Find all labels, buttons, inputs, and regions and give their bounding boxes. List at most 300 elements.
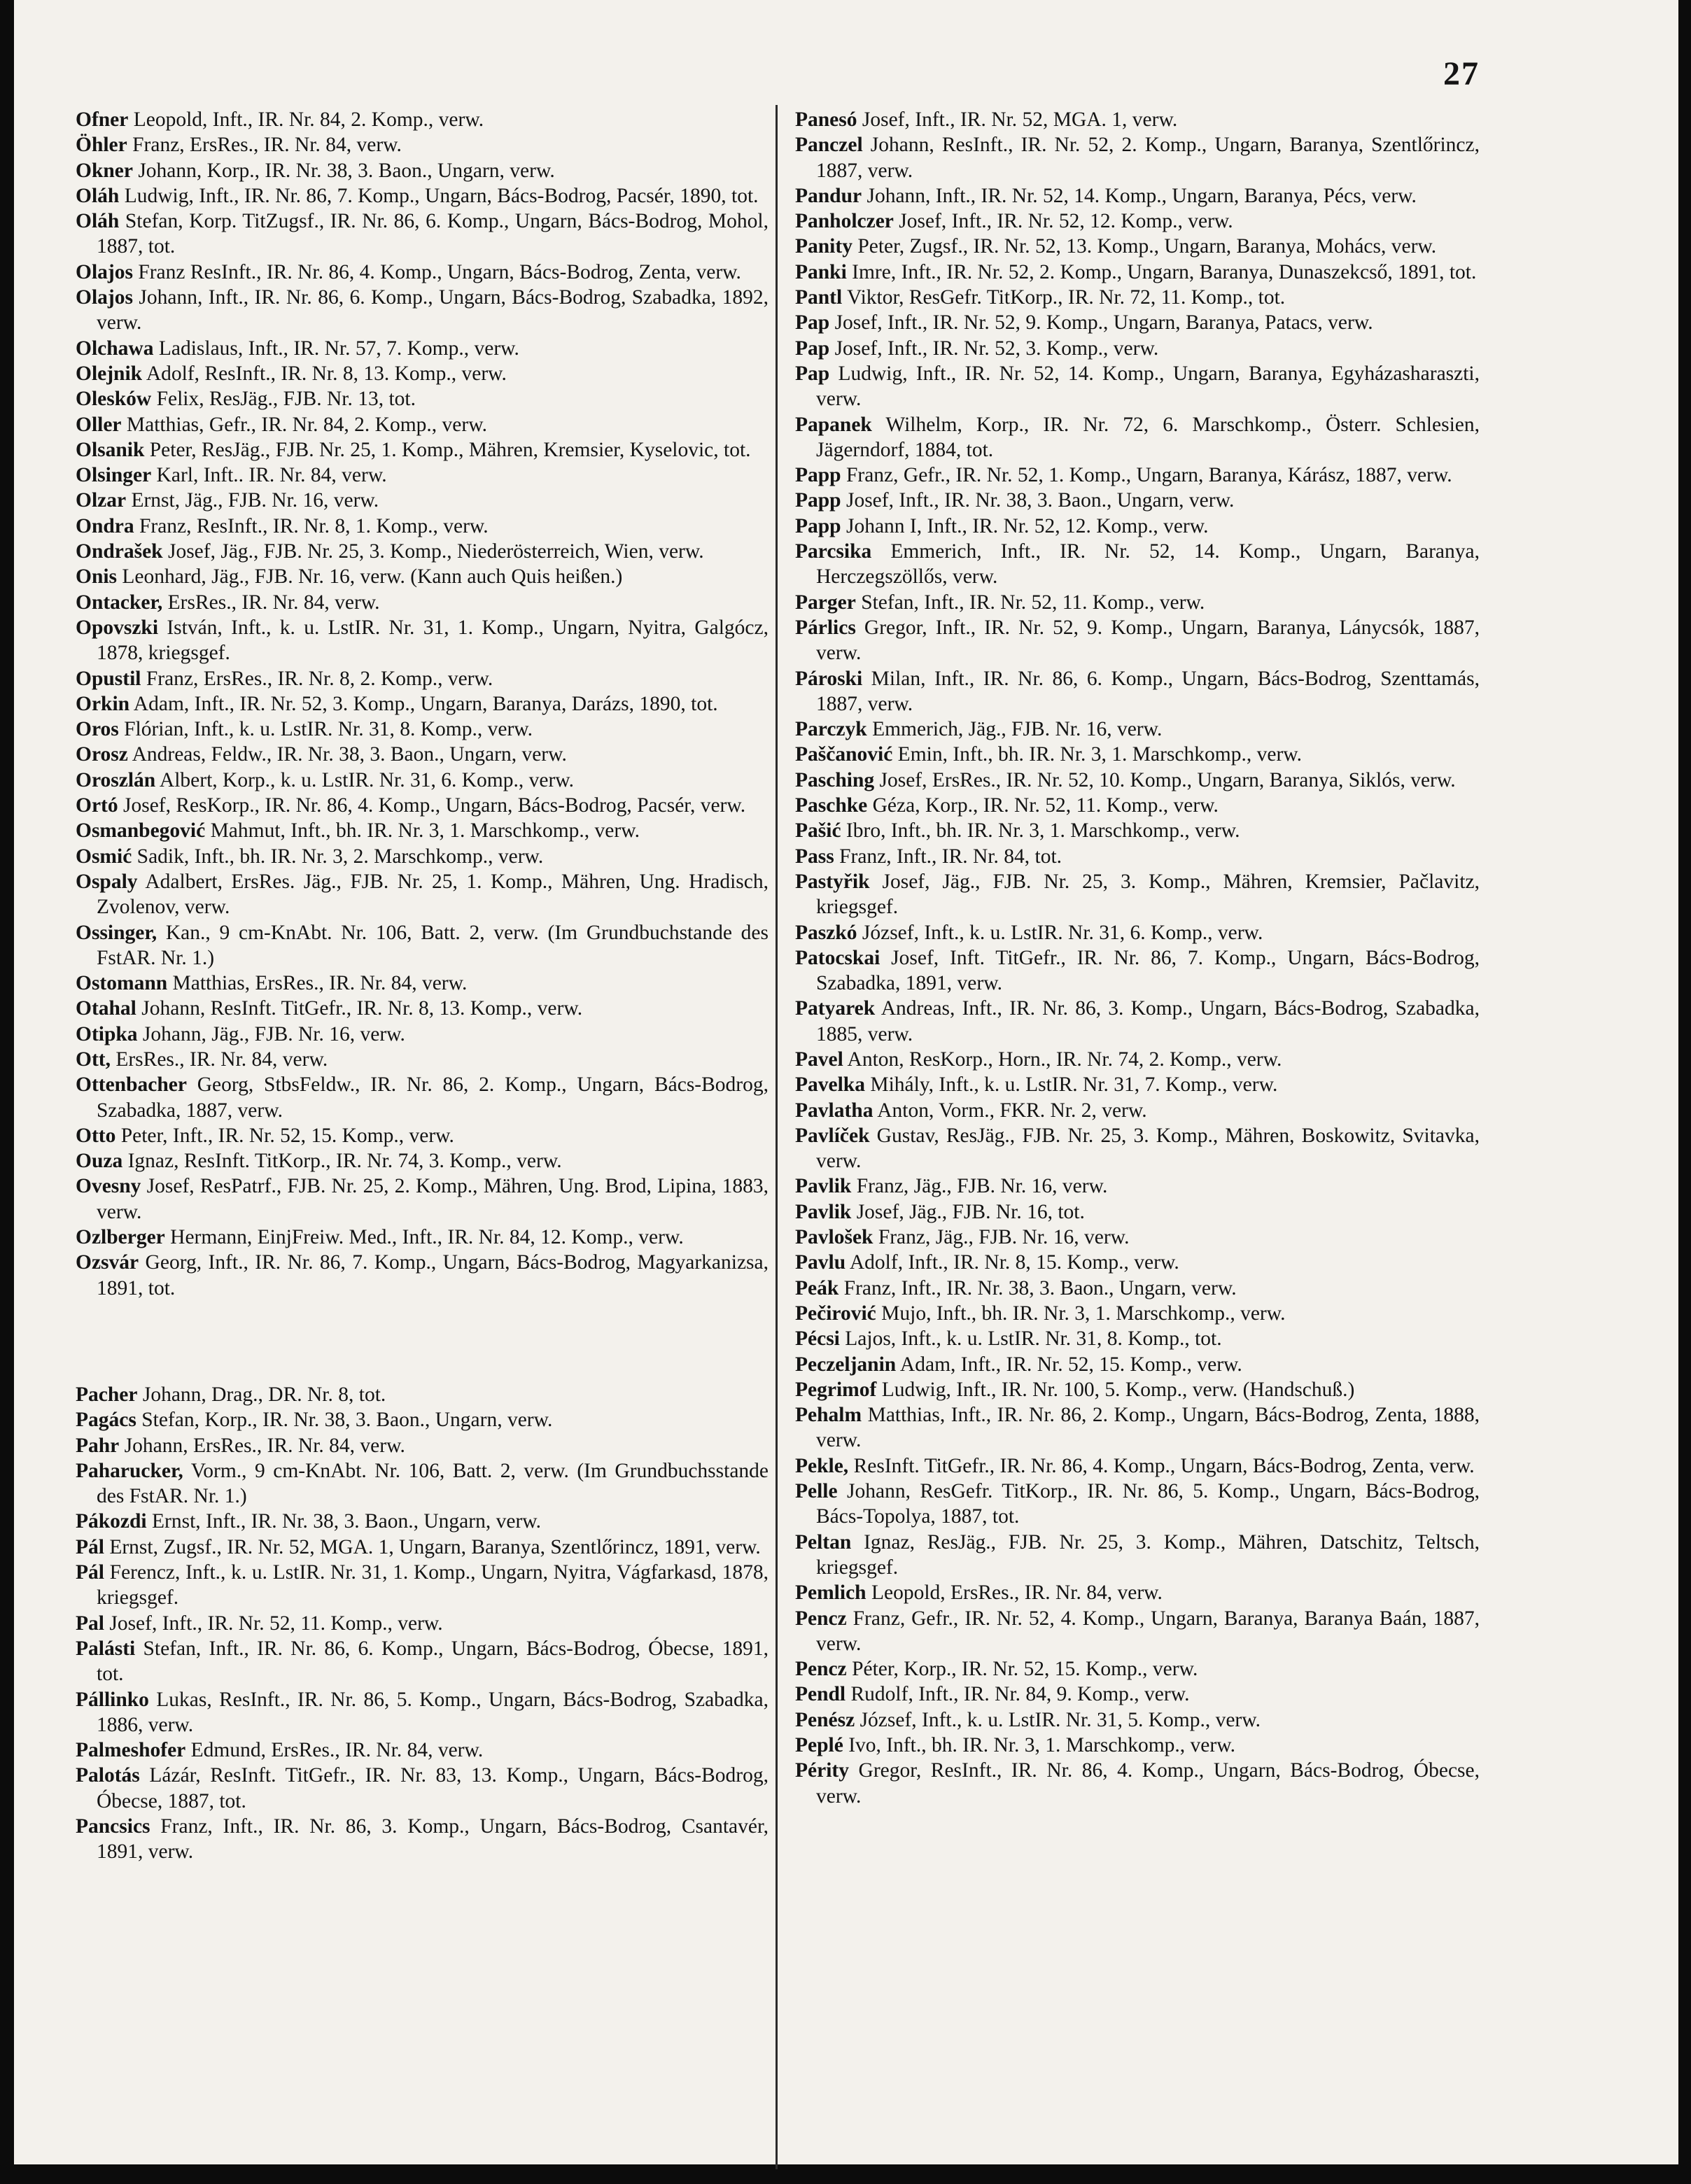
list-item <box>76 132 769 157</box>
entry-details: Lukas, ResInft., IR. Nr. 86, 5. Komp., Ungarn, Bács-Bodrog, Szabadka, 1886, verw. <box>97 1688 769 1736</box>
column-divider <box>776 105 778 2169</box>
entry-surname: Öhler <box>76 134 127 157</box>
entry-details: Gregor, Inft., IR. Nr. 52, 9. Komp., Ungarn, Baranya, Lánycsók, 1887, verw. <box>816 616 1480 665</box>
list-item <box>795 234 1480 259</box>
entry-surname: Ottenbacher <box>76 1073 187 1097</box>
entry-details: Josef, ResKorp., IR. Nr. 86, 4. Komp., Ungarn, Bács-Bodrog, Pacsér, verw. <box>118 794 746 817</box>
entry-list-p-continued <box>795 107 1480 1809</box>
list-item <box>795 1479 1480 1530</box>
entry-details: Lázár, ResInft. TitGefr., IR. Nr. 83, 13. Komp., Ungarn, Bács-Bodrog, Óbecse, 1887, tot. <box>97 1764 769 1812</box>
list-item <box>76 869 769 920</box>
list-item <box>795 1098 1480 1123</box>
entry-surname: Ozlberger <box>76 1226 165 1249</box>
entry-surname: Pál <box>76 1535 104 1558</box>
entry-details: Franz, ErsRes., IR. Nr. 84, verw. <box>127 134 402 157</box>
list-item <box>76 996 769 1021</box>
entry-details: Mahmut, Inft., bh. IR. Nr. 3, 1. Marschkomp., verw. <box>205 819 640 843</box>
entry-details: Milan, Inft., IR. Nr. 86, 6. Komp., Ungarn, Bács-Bodrog, Szenttamás, 1887, verw. <box>816 667 1480 715</box>
entry-surname: Otahal <box>76 997 136 1020</box>
entry-surname: Pap <box>795 311 830 334</box>
entry-surname: Papp <box>795 489 841 512</box>
entry-details: Emmerich, Jäg., FJB. Nr. 16, verw. <box>866 718 1163 741</box>
entry-details: Josef, Jäg., FJB. Nr. 16, tot. <box>851 1200 1085 1223</box>
entry-details: Josef, Jäg., FJB. Nr. 25, 3. Komp., Mähren, Kremsier, Pačlavitz, kriegsgef. <box>816 870 1480 919</box>
entry-details: Peter, Inft., IR. Nr. 52, 15. Komp., verw. <box>115 1124 454 1147</box>
list-item <box>795 336 1480 361</box>
list-item <box>76 971 769 996</box>
entry-details: Vorm., 9 cm-KnAbt. Nr. 106, Batt. 2, verw. (Im Grundbuchsstande des FstAR. Nr. 1.) <box>97 1459 769 1508</box>
entry-surname: Papanek <box>795 413 872 436</box>
entry-details: Ignaz, ResJäg., FJB. Nr. 25, 3. Komp., Mähren, Datschitz, Teltsch, kriegsgef. <box>816 1530 1480 1579</box>
page-number: 27 <box>1443 55 1480 92</box>
entry-details: József, Inft., k. u. LstIR. Nr. 31, 5. Komp., verw. <box>855 1708 1261 1731</box>
list-item <box>76 361 769 386</box>
entry-surname: Olejnik <box>76 362 143 385</box>
entry-surname: Peplé <box>795 1734 843 1756</box>
entry-details: Johann, Korp., IR. Nr. 38, 3. Baon., Ungarn, verw. <box>132 159 555 182</box>
entry-surname: Pekle, <box>795 1454 849 1477</box>
entry-details: Leopold, ErsRes., IR. Nr. 84, verw. <box>866 1581 1163 1605</box>
entry-surname: Pavlu <box>795 1251 846 1274</box>
entry-details: Peter, ResJäg., FJB. Nr. 25, 1. Komp., Mähren, Kremsier, Kyselovic, tot. <box>144 438 751 461</box>
entry-surname: Pavlatha <box>795 1099 873 1122</box>
entry-details: Adam, Inft., IR. Nr. 52, 15. Komp., verw. <box>896 1353 1242 1376</box>
entry-surname: Patocskai <box>795 946 880 969</box>
entry-details: Franz, ErsRes., IR. Nr. 8, 2. Komp., verw. <box>141 667 493 690</box>
entry-details: Johann, Inft., IR. Nr. 52, 14. Komp., Ungarn, Baranya, Pécs, verw. <box>862 184 1417 207</box>
entry-details: Adalbert, ErsRes. Jäg., FJB. Nr. 25, 1. Komp., Mähren, Ung. Hradisch, Zvolenov, verw. <box>97 870 769 919</box>
entry-surname: Peák <box>795 1276 839 1299</box>
entry-surname: Patyarek <box>795 997 876 1020</box>
list-item <box>795 768 1480 793</box>
entry-list-p <box>76 1382 769 1865</box>
entry-details: Péter, Korp., IR. Nr. 52, 15. Komp., verw. <box>846 1658 1198 1681</box>
list-item <box>795 1072 1480 1097</box>
entry-details: Ernst, Zugsf., IR. Nr. 52, MGA. 1, Ungarn, Baranya, Szentlőrincz, 1891, verw. <box>104 1535 761 1558</box>
entry-surname: Penész <box>795 1708 855 1731</box>
entry-details: ErsRes., IR. Nr. 84, verw. <box>110 1048 328 1071</box>
list-item <box>795 818 1480 843</box>
entry-details: József, Inft., k. u. LstIR. Nr. 31, 6. Komp., verw. <box>857 921 1263 944</box>
list-item <box>76 336 769 361</box>
list-item <box>76 514 769 539</box>
list-item <box>76 183 769 209</box>
entry-surname: Ondrašek <box>76 540 163 563</box>
entry-details: Leonhard, Jäg., FJB. Nr. 16, verw. (Kann auch Quis heißen.) <box>117 565 623 589</box>
list-item <box>795 1682 1480 1707</box>
entry-details: Ludwig, Inft., IR. Nr. 86, 7. Komp., Ungarn, Bács-Bodrog, Pacsér, 1890, tot. <box>119 184 759 207</box>
entry-surname: Panki <box>795 260 847 283</box>
list-item <box>76 1148 769 1174</box>
entry-details: Franz, Inft., IR. Nr. 84, tot. <box>834 845 1062 868</box>
list-item <box>795 285 1480 310</box>
list-item <box>76 742 769 767</box>
entry-surname: Paščanović <box>795 743 893 766</box>
list-item <box>76 1763 769 1814</box>
list-item <box>76 717 769 742</box>
entry-details: Adolf, Inft., IR. Nr. 8, 15. Komp., verw. <box>846 1251 1179 1274</box>
entry-surname: Ozsvár <box>76 1251 139 1274</box>
entry-surname: Pelle <box>795 1480 838 1503</box>
list-item <box>795 107 1480 132</box>
list-item <box>795 1656 1480 1682</box>
list-item <box>76 1225 769 1250</box>
entry-surname: Pegrimof <box>795 1378 877 1401</box>
entry-details: Kan., 9 cm-KnAbt. Nr. 106, Batt. 2, verw. (Im Grundbuchstande des FstAR. Nr. 1.) <box>97 921 769 969</box>
entry-details: Sadik, Inft., bh. IR. Nr. 3, 2. Marschkomp., verw. <box>132 845 544 868</box>
entry-surname: Otto <box>76 1124 116 1147</box>
entry-details: Andreas, Inft., IR. Nr. 86, 3. Komp., Ungarn, Bács-Bodrog, Szabadka, 1885, verw. <box>816 997 1480 1045</box>
entry-details: Josef, Inft., IR. Nr. 52, 9. Komp., Ungarn, Baranya, Patacs, verw. <box>829 311 1373 334</box>
entry-details: Ladislaus, Inft., IR. Nr. 57, 7. Komp., verw. <box>153 337 519 360</box>
entry-surname: Párlics <box>795 616 856 639</box>
entry-surname: Ofner <box>76 108 129 131</box>
entry-details: Stefan, Inft., IR. Nr. 86, 6. Komp., Ungarn, Bács-Bodrog, Óbecse, 1891, tot. <box>97 1637 769 1686</box>
entry-surname: Peltan <box>795 1530 852 1554</box>
entry-details: Viktor, ResGefr. TitKorp., IR. Nr. 72, 11. Komp., tot. <box>842 286 1286 309</box>
entry-details: Stefan, Inft., IR. Nr. 52, 11. Komp., verw. <box>855 591 1205 614</box>
entry-surname: Parcsika <box>795 540 872 563</box>
entry-surname: Pacher <box>76 1383 138 1406</box>
entry-details: Josef, Inft., IR. Nr. 52, 12. Komp., verw. <box>893 210 1233 233</box>
entry-surname: Pencz <box>795 1658 847 1681</box>
scan-border-left <box>0 0 14 2184</box>
entry-details: Franz, Jäg., FJB. Nr. 16, verw. <box>873 1226 1130 1249</box>
entry-surname: Pavel <box>795 1048 843 1071</box>
entry-surname: Oláh <box>76 184 120 207</box>
right-column <box>795 107 1480 1809</box>
entry-surname: Onis <box>76 565 118 589</box>
list-item <box>76 488 769 513</box>
list-item <box>76 590 769 615</box>
entry-surname: Ortó <box>76 794 118 817</box>
entry-surname: Otipka <box>76 1022 138 1045</box>
entry-surname: Pagács <box>76 1409 136 1432</box>
entry-list-o <box>76 107 769 1301</box>
list-item <box>795 945 1480 996</box>
entry-details: István, Inft., k. u. LstIR. Nr. 31, 1. Komp., Ungarn, Nyitra, Galgócz, 1878, kriegsgef. <box>97 616 769 665</box>
entry-surname: Pécsi <box>795 1327 840 1351</box>
entry-details: Edmund, ErsRes., IR. Nr. 84, verw. <box>185 1739 484 1762</box>
list-item <box>795 996 1480 1047</box>
entry-surname: Parczyk <box>795 718 867 741</box>
entry-details: Lajos, Inft., k. u. LstIR. Nr. 31, 8. Komp., tot. <box>839 1327 1222 1351</box>
entry-surname: Panholczer <box>795 210 894 233</box>
entry-details: Anton, Vorm., FKR. Nr. 2, verw. <box>873 1099 1147 1122</box>
entry-details: ErsRes., IR. Nr. 84, verw. <box>162 591 380 614</box>
entry-surname: Palotás <box>76 1764 140 1787</box>
entry-details: Franz, Jäg., FJB. Nr. 16, verw. <box>851 1175 1108 1198</box>
entry-details: Ibro, Inft., bh. IR. Nr. 3, 1. Marschkomp., verw. <box>841 819 1240 843</box>
list-item <box>76 1072 769 1123</box>
entry-surname: Pencz <box>795 1607 847 1630</box>
entry-surname: Panesó <box>795 108 857 131</box>
entry-surname: Papp <box>795 464 841 487</box>
entry-details: Anton, ResKorp., Horn., IR. Nr. 74, 2. Komp., verw. <box>843 1048 1282 1071</box>
entry-surname: Pasching <box>795 768 875 791</box>
entry-surname: Oller <box>76 413 122 436</box>
entry-surname: Pál <box>76 1561 104 1584</box>
entry-details: Gustav, ResJäg., FJB. Nr. 25, 3. Komp., Mähren, Boskowitz, Svitavka, verw. <box>816 1124 1480 1173</box>
list-item <box>76 158 769 183</box>
entry-details: Ferencz, Inft., k. u. LstIR. Nr. 31, 1. Komp., Ungarn, Nyitra, Vágfarkasd, 1878, kriegsgef. <box>97 1561 769 1609</box>
list-item <box>76 1687 769 1738</box>
list-item <box>795 183 1480 209</box>
entry-surname: Opustil <box>76 667 141 690</box>
entry-details: Johann, Jäg., FJB. Nr. 16, verw. <box>137 1022 405 1045</box>
entry-surname: Pap <box>795 337 830 360</box>
list-item <box>76 437 769 463</box>
entry-details: Emin, Inft., bh. IR. Nr. 3, 1. Marschkomp., verw. <box>892 743 1303 766</box>
list-item <box>795 920 1480 945</box>
entry-surname: Paszkó <box>795 921 857 944</box>
list-item <box>76 691 769 717</box>
entry-surname: Pantl <box>795 286 843 309</box>
list-item <box>76 386 769 411</box>
entry-details: Ludwig, Inft., IR. Nr. 100, 5. Komp., verw. (Handschuß.) <box>876 1378 1355 1401</box>
list-item <box>795 209 1480 234</box>
entry-surname: Pemlich <box>795 1581 866 1605</box>
entry-surname: Pendl <box>795 1683 846 1706</box>
scan-border-bottom <box>0 2164 1691 2184</box>
list-item <box>795 1276 1480 1301</box>
list-item <box>795 361 1480 412</box>
list-item <box>795 1301 1480 1326</box>
entry-surname: Pavlik <box>795 1175 852 1198</box>
list-item <box>76 285 769 336</box>
list-item <box>795 844 1480 869</box>
entry-details: Josef, Inft., IR. Nr. 52, MGA. 1, verw. <box>857 108 1178 131</box>
entry-surname: Ondra <box>76 514 134 537</box>
list-item <box>76 564 769 589</box>
entry-details: Mihály, Inft., k. u. LstIR. Nr. 31, 7. Komp., verw. <box>864 1073 1278 1097</box>
entry-details: Josef, Inft. TitGefr., IR. Nr. 86, 7. Komp., Ungarn, Bács-Bodrog, Szabadka, 1891, verw. <box>816 946 1480 995</box>
list-item <box>795 514 1480 539</box>
entry-details: Franz, Gefr., IR. Nr. 52, 4. Komp., Ungarn, Baranya, Baranya Baán, 1887, verw. <box>816 1607 1480 1655</box>
entry-details: Matthias, Inft., IR. Nr. 86, 2. Komp., Ungarn, Bács-Bodrog, Zenta, 1888, verw. <box>816 1404 1480 1452</box>
entry-details: ResInft. TitGefr., IR. Nr. 86, 4. Komp., Ungarn, Bács-Bodrog, Zenta, verw. <box>848 1454 1475 1477</box>
entry-surname: Ovesny <box>76 1175 141 1198</box>
entry-surname: Olsinger <box>76 464 152 487</box>
section-gap <box>76 1301 769 1382</box>
entry-surname: Paschke <box>795 794 868 817</box>
entry-surname: Oláh <box>76 210 120 233</box>
list-item <box>76 1407 769 1432</box>
entry-surname: Orosz <box>76 743 128 766</box>
entry-details: Johann, ErsRes., IR. Nr. 84, verw. <box>119 1434 405 1457</box>
entry-details: Géza, Korp., IR. Nr. 52, 11. Komp., verw. <box>867 794 1219 817</box>
list-item <box>795 1199 1480 1225</box>
entry-details: Albert, Korp., k. u. LstIR. Nr. 31, 6. Komp., verw. <box>155 768 575 791</box>
entry-details: Johann, Inft., IR. Nr. 86, 6. Komp., Ungarn, Bács-Bodrog, Szabadka, 1892, verw. <box>97 286 769 334</box>
list-item <box>795 1352 1480 1377</box>
list-item <box>76 1022 769 1047</box>
entry-surname: Périty <box>795 1759 849 1782</box>
list-item <box>795 463 1480 488</box>
entry-surname: Okner <box>76 159 133 182</box>
entry-surname: Pákozdi <box>76 1510 147 1533</box>
list-item <box>795 132 1480 183</box>
entry-details: Hermann, EinjFreiw. Med., Inft., IR. Nr. 84, 12. Komp., verw. <box>164 1226 684 1249</box>
entry-surname: Pállinko <box>76 1688 149 1711</box>
entry-surname: Ouza <box>76 1150 123 1173</box>
entry-surname: Pass <box>795 845 834 868</box>
entry-surname: Olzar <box>76 489 127 512</box>
list-item <box>795 615 1480 666</box>
entry-surname: Ontacker, <box>76 591 163 614</box>
entry-surname: Pandur <box>795 184 862 207</box>
list-item <box>795 1606 1480 1657</box>
list-item <box>76 666 769 691</box>
entry-surname: Osmić <box>76 845 132 868</box>
list-item <box>76 1174 769 1225</box>
entry-surname: Palmeshofer <box>76 1739 186 1762</box>
list-item <box>76 818 769 843</box>
list-item <box>795 310 1480 335</box>
entry-details: Stefan, Korp., IR. Nr. 38, 3. Baon., Ungarn, verw. <box>136 1409 553 1432</box>
list-item <box>76 463 769 488</box>
entry-surname: Olchawa <box>76 337 154 360</box>
entry-surname: Panczel <box>795 134 863 157</box>
entry-details: Felix, ResJäg., FJB. Nr. 13, tot. <box>151 388 416 411</box>
list-item <box>76 844 769 869</box>
entry-surname: Ospaly <box>76 870 138 893</box>
entry-details: Adolf, ResInft., IR. Nr. 8, 13. Komp., verw. <box>142 362 507 385</box>
entry-surname: Olajos <box>76 286 133 309</box>
entry-surname: Pastyřik <box>795 870 870 893</box>
list-item <box>795 1047 1480 1072</box>
list-item <box>76 1382 769 1407</box>
list-item <box>76 1123 769 1148</box>
list-item <box>795 1377 1480 1402</box>
list-item <box>795 260 1480 285</box>
entry-surname: Orkin <box>76 692 130 715</box>
entry-surname: Olajos <box>76 260 133 283</box>
entry-details: Emmerich, Inft., IR. Nr. 52, 14. Komp., Ungarn, Baranya, Herczegszöllős, verw. <box>816 540 1480 589</box>
list-item <box>76 615 769 666</box>
list-item <box>76 1433 769 1458</box>
entry-details: Imre, Inft., IR. Nr. 52, 2. Komp., Ungarn, Baranya, Dunaszekcső, 1891, tot. <box>846 260 1477 283</box>
entry-details: Johann, ResInft. TitGefr., IR. Nr. 8, 13. Komp., verw. <box>136 997 583 1020</box>
entry-details: Ernst, Inft., IR. Nr. 38, 3. Baon., Ungarn, verw. <box>146 1510 542 1533</box>
entry-details: Ivo, Inft., bh. IR. Nr. 3, 1. Marschkomp., verw. <box>843 1734 1235 1756</box>
entry-surname: Paharucker, <box>76 1459 183 1482</box>
entry-details: Ludwig, Inft., IR. Nr. 52, 14. Komp., Ungarn, Baranya, Egyházasharaszti, verw. <box>816 362 1480 411</box>
list-item <box>76 1250 769 1301</box>
list-item <box>76 1047 769 1072</box>
list-item <box>795 539 1480 590</box>
entry-surname: Pancsics <box>76 1815 150 1838</box>
list-item <box>795 412 1480 463</box>
entry-surname: Pároski <box>795 667 863 690</box>
entry-surname: Pavlik <box>795 1200 852 1223</box>
list-item <box>76 1560 769 1611</box>
list-item <box>76 1509 769 1534</box>
entry-details: Rudolf, Inft., IR. Nr. 84, 9. Komp., verw. <box>846 1683 1190 1706</box>
entry-details: Josef, Inft., IR. Nr. 38, 3. Baon., Ungarn, verw. <box>841 489 1235 512</box>
entry-details: Franz, Inft., IR. Nr. 38, 3. Baon., Ungarn, verw. <box>839 1276 1237 1299</box>
entry-details: Flórian, Inft., k. u. LstIR. Nr. 31, 8. Komp., verw. <box>118 718 533 741</box>
entry-surname: Panity <box>795 235 852 258</box>
entry-details: Josef, ResPatrf., FJB. Nr. 25, 2. Komp., Mähren, Ung. Brod, Lipina, 1883, verw. <box>97 1175 769 1223</box>
list-item <box>76 209 769 260</box>
entry-details: Josef, Inft., IR. Nr. 52, 11. Komp., verw. <box>104 1612 443 1635</box>
entry-surname: Pašić <box>795 819 841 843</box>
list-item <box>795 1123 1480 1174</box>
scan-border-right <box>1678 0 1691 2184</box>
list-item <box>795 488 1480 513</box>
entry-surname: Osmanbegović <box>76 819 206 843</box>
list-item <box>795 1402 1480 1453</box>
list-item <box>795 1225 1480 1250</box>
entry-details: Franz, Gefr., IR. Nr. 52, 1. Komp., Ungarn, Baranya, Kárász, 1887, verw. <box>841 464 1452 487</box>
entry-surname: Papp <box>795 514 841 537</box>
list-item <box>76 1458 769 1509</box>
left-column <box>76 107 769 1865</box>
list-item <box>76 260 769 285</box>
list-item <box>795 1758 1480 1809</box>
entry-surname: Ostomann <box>76 972 168 995</box>
entry-details: Georg, StbsFeldw., IR. Nr. 86, 2. Komp., Ungarn, Bács-Bodrog, Szabadka, 1887, verw. <box>97 1073 769 1122</box>
entry-details: Johann I, Inft., IR. Nr. 52, 12. Komp., verw. <box>841 514 1209 537</box>
entry-surname: Pečirović <box>795 1302 876 1325</box>
entry-details: Andreas, Feldw., IR. Nr. 38, 3. Baon., Ungarn, verw. <box>127 743 567 766</box>
entry-details: Franz, ResInft., IR. Nr. 8, 1. Komp., verw. <box>134 514 489 537</box>
list-item <box>76 920 769 971</box>
list-item <box>76 1814 769 1865</box>
list-item <box>795 717 1480 742</box>
entry-details: Josef, Jäg., FJB. Nr. 25, 3. Komp., Niederösterreich, Wien, verw. <box>162 540 704 563</box>
entry-surname: Ott, <box>76 1048 111 1071</box>
entry-surname: Pahr <box>76 1434 120 1457</box>
entry-details: Matthias, Gefr., IR. Nr. 84, 2. Komp., verw. <box>121 413 487 436</box>
list-item <box>795 590 1480 615</box>
entry-details: Georg, Inft., IR. Nr. 86, 7. Komp., Ungarn, Bács-Bodrog, Magyarkanizsa, 1891, tot. <box>97 1251 769 1299</box>
entry-surname: Pavlíček <box>795 1124 870 1147</box>
entry-surname: Opovszki <box>76 616 159 639</box>
list-item <box>76 793 769 818</box>
list-item <box>795 1580 1480 1605</box>
entry-surname: Pavlošek <box>795 1226 873 1249</box>
entry-surname: Ossinger, <box>76 921 157 944</box>
entry-details: Matthias, ErsRes., IR. Nr. 84, verw. <box>167 972 468 995</box>
entry-details: Peter, Zugsf., IR. Nr. 52, 13. Komp., Ungarn, Baranya, Mohács, verw. <box>852 235 1437 258</box>
entry-details: Mujo, Inft., bh. IR. Nr. 3, 1. Marschkomp., verw. <box>876 1302 1286 1325</box>
entry-details: Franz, Inft., IR. Nr. 86, 3. Komp., Ungarn, Bács-Bodrog, Csantavér, 1891, verw. <box>97 1815 769 1864</box>
list-item <box>76 768 769 793</box>
entry-details: Adam, Inft., IR. Nr. 52, 3. Komp., Ungarn, Baranya, Darázs, 1890, tot. <box>129 692 718 715</box>
list-item <box>76 1611 769 1636</box>
list-item <box>795 1250 1480 1275</box>
entry-details: Wilhelm, Korp., IR. Nr. 72, 6. Marschkomp., Österr. Schlesien, Jägerndorf, 1884, tot. <box>816 413 1480 461</box>
list-item <box>795 742 1480 767</box>
list-item <box>795 869 1480 920</box>
entry-surname: Olsanik <box>76 438 145 461</box>
entry-surname: Pap <box>795 362 830 385</box>
list-item <box>795 1707 1480 1733</box>
entry-surname: Parger <box>795 591 856 614</box>
entry-surname: Oros <box>76 718 119 741</box>
entry-details: Gregor, ResInft., IR. Nr. 86, 4. Komp., Ungarn, Bács-Bodrog, Óbecse, verw. <box>816 1759 1480 1808</box>
entry-surname: Palásti <box>76 1637 136 1660</box>
entry-details: Ignaz, ResInft. TitKorp., IR. Nr. 74, 3. Komp., verw. <box>122 1150 562 1173</box>
entry-details: Johann, ResInft., IR. Nr. 52, 2. Komp., Ungarn, Baranya, Szentlőrincz, 1887, verw. <box>816 134 1480 182</box>
entry-details: Ernst, Jäg., FJB. Nr. 16, verw. <box>126 489 379 512</box>
list-item <box>795 1453 1480 1479</box>
entry-surname: Olesków <box>76 388 152 411</box>
list-item <box>76 412 769 437</box>
entry-surname: Peczeljanin <box>795 1353 897 1376</box>
